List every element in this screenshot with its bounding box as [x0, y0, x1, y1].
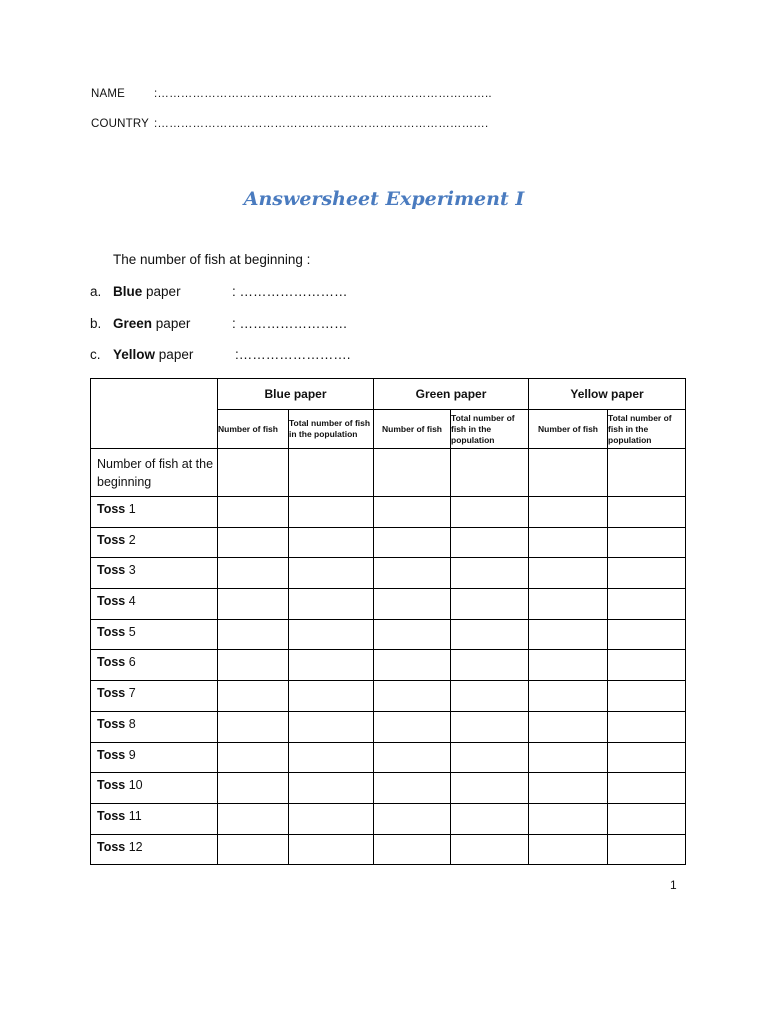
toss-number: 2	[128, 532, 136, 547]
row-label-toss	[91, 742, 218, 773]
table-cell[interactable]	[451, 803, 529, 834]
table-cell[interactable]	[289, 558, 374, 589]
subheader-yellow-count: Number of fish	[529, 410, 608, 449]
table-cell[interactable]	[289, 834, 374, 865]
table-cell[interactable]	[218, 834, 289, 865]
table-cell[interactable]	[451, 742, 529, 773]
table-row	[91, 650, 686, 681]
group-header-blue: Blue paper	[218, 379, 374, 410]
table-row	[91, 497, 686, 528]
table-cell[interactable]	[529, 497, 608, 528]
row-label-toss	[91, 834, 218, 865]
table-cell[interactable]	[374, 527, 451, 558]
table-cell[interactable]	[451, 558, 529, 589]
row-label-toss	[91, 773, 218, 804]
table-cell[interactable]	[608, 527, 686, 558]
table-cell[interactable]	[374, 773, 451, 804]
table-cell[interactable]	[608, 619, 686, 650]
table-cell[interactable]	[451, 650, 529, 681]
table-cell[interactable]	[529, 589, 608, 620]
page-title: Answersheet Experiment I	[243, 188, 525, 210]
toss-word: Toss	[97, 778, 126, 793]
option-a-letter: a.	[90, 284, 102, 299]
table-cell[interactable]	[218, 558, 289, 589]
table-cell[interactable]	[374, 803, 451, 834]
table-cell[interactable]	[374, 497, 451, 528]
table-cell[interactable]	[289, 449, 374, 497]
table-cell[interactable]	[374, 449, 451, 497]
subheader-green-count: Number of fish	[374, 410, 451, 449]
option-b-label: Green paper	[113, 316, 191, 331]
table-cell[interactable]	[289, 589, 374, 620]
toss-number: 3	[128, 563, 136, 578]
option-b-blank[interactable]: : ……………………	[232, 316, 348, 331]
row-label-toss	[91, 558, 218, 589]
subheader-blue-count: Number of fish	[218, 410, 289, 449]
row-label-toss	[91, 681, 218, 712]
option-c-label: Yellow paper	[113, 347, 194, 362]
table-cell[interactable]	[608, 681, 686, 712]
table-cell[interactable]	[218, 681, 289, 712]
toss-number: 5	[128, 624, 136, 639]
table-cell[interactable]	[608, 497, 686, 528]
toss-word: Toss	[97, 624, 126, 639]
table-cell[interactable]	[451, 449, 529, 497]
country-label: COUNTRY	[91, 118, 150, 130]
row-label-toss	[91, 711, 218, 742]
table-row	[91, 803, 686, 834]
table-cell[interactable]	[289, 711, 374, 742]
option-c-letter: c.	[90, 347, 101, 362]
toss-word: Toss	[97, 594, 126, 609]
table-cell[interactable]	[451, 527, 529, 558]
intro-text: The number of fish at beginning :	[113, 252, 311, 267]
subheader-yellow-total: Total number of fish in the population	[608, 410, 686, 449]
table-cell[interactable]	[218, 773, 289, 804]
row-label-toss	[91, 619, 218, 650]
table-cell[interactable]	[374, 681, 451, 712]
table-cell[interactable]	[374, 711, 451, 742]
toss-number: 1	[128, 502, 136, 516]
table-cell[interactable]	[289, 650, 374, 681]
table-cell[interactable]	[289, 803, 374, 834]
name-label: NAME	[91, 88, 126, 100]
table-row-beginning	[91, 449, 686, 497]
table-group-header-row	[91, 379, 686, 410]
toss-number: 8	[128, 716, 136, 731]
table-cell[interactable]	[529, 711, 608, 742]
table-cell[interactable]	[374, 834, 451, 865]
option-a-blank[interactable]: : ……………………	[232, 284, 348, 299]
table-cell[interactable]	[529, 681, 608, 712]
table-cell[interactable]	[218, 527, 289, 558]
name-blank[interactable]: :…………………………………………………………………………..	[154, 88, 492, 100]
answer-table	[90, 378, 686, 865]
toss-word: Toss	[97, 532, 126, 547]
toss-number: 7	[128, 686, 136, 701]
table-cell[interactable]	[451, 711, 529, 742]
toss-number: 4	[128, 594, 136, 609]
subheader-blue-total: Total number of fish in the population	[289, 410, 374, 449]
table-cell[interactable]	[608, 558, 686, 589]
table-cell[interactable]	[218, 589, 289, 620]
group-header-yellow: Yellow paper	[529, 379, 686, 410]
table-cell[interactable]	[289, 527, 374, 558]
table-cell[interactable]	[608, 711, 686, 742]
table-corner-cell	[91, 379, 218, 449]
toss-number: 9	[128, 747, 136, 762]
toss-word: Toss	[97, 686, 126, 701]
table-cell[interactable]	[289, 773, 374, 804]
table-cell[interactable]	[218, 619, 289, 650]
table-row	[91, 619, 686, 650]
country-blank[interactable]: :………………………………………………………………………….	[154, 118, 489, 130]
table-cell[interactable]	[529, 834, 608, 865]
table-cell[interactable]	[608, 742, 686, 773]
table-cell[interactable]	[451, 681, 529, 712]
table-cell[interactable]	[608, 773, 686, 804]
toss-number: 11	[128, 808, 142, 823]
table-cell[interactable]	[218, 650, 289, 681]
row-label-toss	[91, 803, 218, 834]
table-cell[interactable]	[218, 742, 289, 773]
row-label-beginning: Number of fish at the beginning	[91, 449, 218, 497]
toss-word: Toss	[97, 808, 126, 823]
toss-word: Toss	[97, 839, 126, 854]
table-cell[interactable]	[608, 589, 686, 620]
toss-word: Toss	[97, 747, 126, 762]
table-row	[91, 558, 686, 589]
table-cell[interactable]	[218, 449, 289, 497]
table-row	[91, 681, 686, 712]
table-cell[interactable]	[529, 449, 608, 497]
toss-number: 6	[128, 655, 136, 670]
table-cell[interactable]	[218, 803, 289, 834]
row-label-toss	[91, 650, 218, 681]
table-cell[interactable]	[608, 834, 686, 865]
table-row	[91, 711, 686, 742]
table-cell[interactable]	[529, 650, 608, 681]
toss-number: 10	[128, 778, 143, 793]
option-a-label: Blue paper	[113, 284, 181, 299]
group-header-green: Green paper	[374, 379, 529, 410]
table-cell[interactable]	[289, 681, 374, 712]
table-cell[interactable]	[374, 558, 451, 589]
table-cell[interactable]	[218, 711, 289, 742]
table-cell[interactable]	[451, 834, 529, 865]
table-row	[91, 589, 686, 620]
toss-word: Toss	[97, 502, 126, 516]
table-cell[interactable]	[374, 650, 451, 681]
row-label-toss	[91, 527, 218, 558]
table-cell[interactable]	[529, 742, 608, 773]
table-row	[91, 527, 686, 558]
table-cell[interactable]	[608, 803, 686, 834]
table-cell[interactable]	[451, 497, 529, 528]
option-b-letter: b.	[90, 316, 102, 331]
table-cell[interactable]	[451, 589, 529, 620]
subheader-green-total: Total number of fish in the population	[451, 410, 529, 449]
table-cell[interactable]	[374, 742, 451, 773]
table-cell[interactable]	[289, 497, 374, 528]
row-label-toss	[91, 497, 218, 528]
toss-number: 12	[128, 839, 143, 854]
table-cell[interactable]	[529, 773, 608, 804]
table-row	[91, 834, 686, 865]
table-cell[interactable]	[529, 558, 608, 589]
table-row	[91, 773, 686, 804]
table-cell[interactable]	[608, 449, 686, 497]
toss-word: Toss	[97, 563, 126, 578]
row-label-toss	[91, 589, 218, 620]
table-cell[interactable]	[451, 773, 529, 804]
table-row	[91, 742, 686, 773]
table-cell[interactable]	[374, 589, 451, 620]
table-cell[interactable]	[374, 619, 451, 650]
table-cell[interactable]	[218, 497, 289, 528]
option-c-blank[interactable]: :…………………….	[235, 347, 351, 362]
toss-word: Toss	[97, 716, 126, 731]
table-cell[interactable]	[289, 742, 374, 773]
table-cell[interactable]	[529, 619, 608, 650]
table-cell[interactable]	[289, 619, 374, 650]
table-cell[interactable]	[529, 803, 608, 834]
table-cell[interactable]	[529, 527, 608, 558]
page-number: 1	[670, 878, 677, 892]
toss-word: Toss	[97, 655, 126, 670]
table-cell[interactable]	[608, 650, 686, 681]
table-cell[interactable]	[451, 619, 529, 650]
